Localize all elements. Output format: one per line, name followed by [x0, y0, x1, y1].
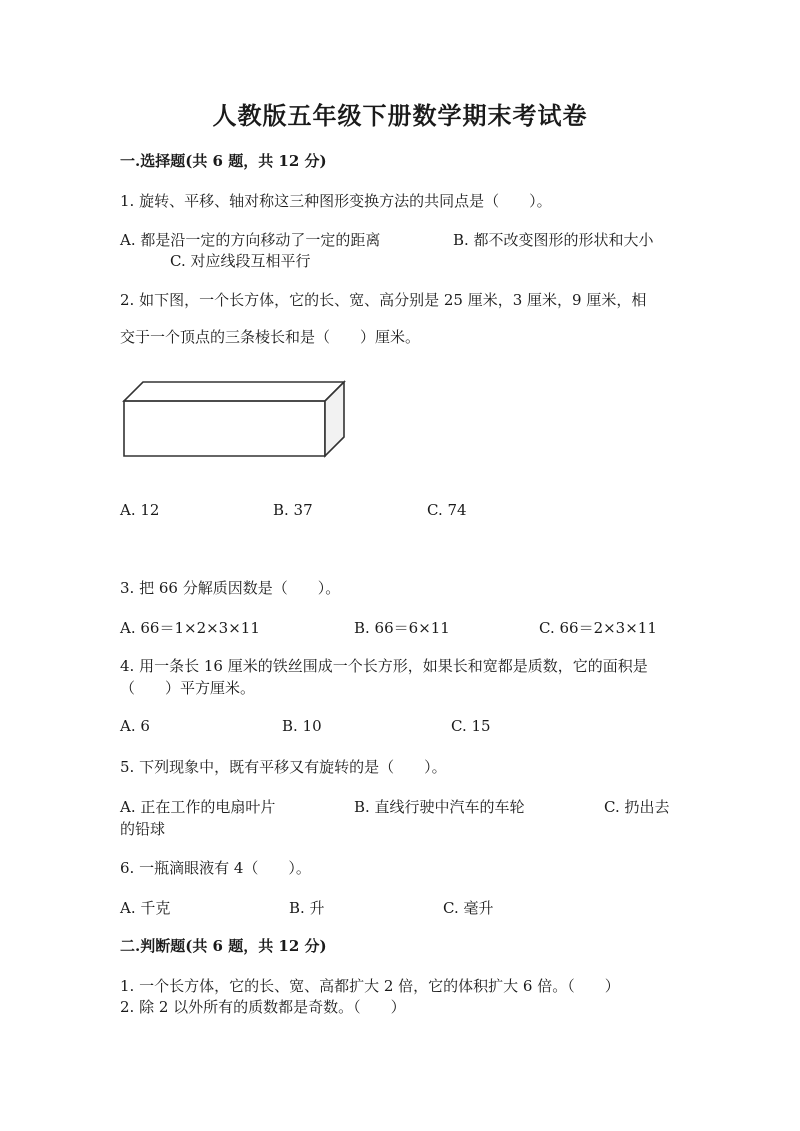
section-heading-choice: 一.选择题(共 6 题，共 12 分) — [120, 152, 327, 170]
question-3: 3. 把 66 分解质因数是（ ）。 — [120, 579, 341, 597]
question-5-option-c: C. 扔出去 — [604, 798, 670, 816]
page-title: 人教版五年级下册数学期末考试卷 — [212, 101, 588, 130]
question-1-option-b: B. 都不改变图形的形状和大小 — [453, 231, 654, 249]
question-4-line-2: （ ）平方厘米。 — [120, 679, 256, 697]
question-5-option-a: A. 正在工作的电扇叶片 — [120, 798, 276, 816]
question-3-option-a: A. 66＝1×2×3×11 — [120, 619, 260, 637]
question-5-option-b: B. 直线行驶中汽车的车轮 — [354, 798, 525, 816]
judgment-question-2: 2. 除 2 以外所有的质数都是奇数。（ ） — [120, 998, 406, 1016]
question-2-line-1: 2. 如下图，一个长方体，它的长、宽、高分别是 25 厘米，3 厘米，9 厘米，相 — [120, 291, 647, 309]
question-3-option-b: B. 66＝6×11 — [354, 619, 450, 637]
question-6-option-c: C. 毫升 — [443, 899, 494, 917]
question-2-option-a: A. 12 — [120, 501, 160, 519]
question-1: 1. 旋转、平移、轴对称这三种图形变换方法的共同点是（ ）。 — [120, 192, 552, 210]
question-6-option-b: B. 升 — [289, 899, 325, 917]
question-2-line-2: 交于一个顶点的三条棱长和是（ ）厘米。 — [120, 328, 421, 346]
question-6-option-a: A. 千克 — [120, 899, 171, 917]
judgment-question-1: 1. 一个长方体，它的长、宽、高都扩大 2 倍，它的体积扩大 6 倍。（ ） — [120, 977, 620, 995]
question-1-option-a: A. 都是沿一定的方向移动了一定的距离 — [120, 231, 381, 249]
question-3-option-c: C. 66＝2×3×11 — [539, 619, 657, 637]
section-heading-true-false: 二.判断题(共 6 题，共 12 分) — [120, 937, 327, 955]
question-4-option-b: B. 10 — [282, 717, 322, 735]
cuboid-figure — [120, 378, 346, 460]
question-5-option-c-continued: 的铅球 — [120, 820, 166, 838]
question-4-option-c: C. 15 — [451, 717, 491, 735]
question-2-option-c: C. 74 — [427, 501, 467, 519]
question-4-option-a: A. 6 — [120, 717, 150, 735]
question-2-option-b: B. 37 — [273, 501, 313, 519]
question-1-option-c: C. 对应线段互相平行 — [170, 252, 311, 270]
question-5: 5. 下列现象中，既有平移又有旋转的是（ ）。 — [120, 758, 447, 776]
question-6: 6. 一瓶滴眼液有 4（ ）。 — [120, 859, 311, 877]
question-4-line-1: 4. 用一条长 16 厘米的铁丝围成一个长方形，如果长和宽都是质数，它的面积是 — [120, 657, 648, 675]
